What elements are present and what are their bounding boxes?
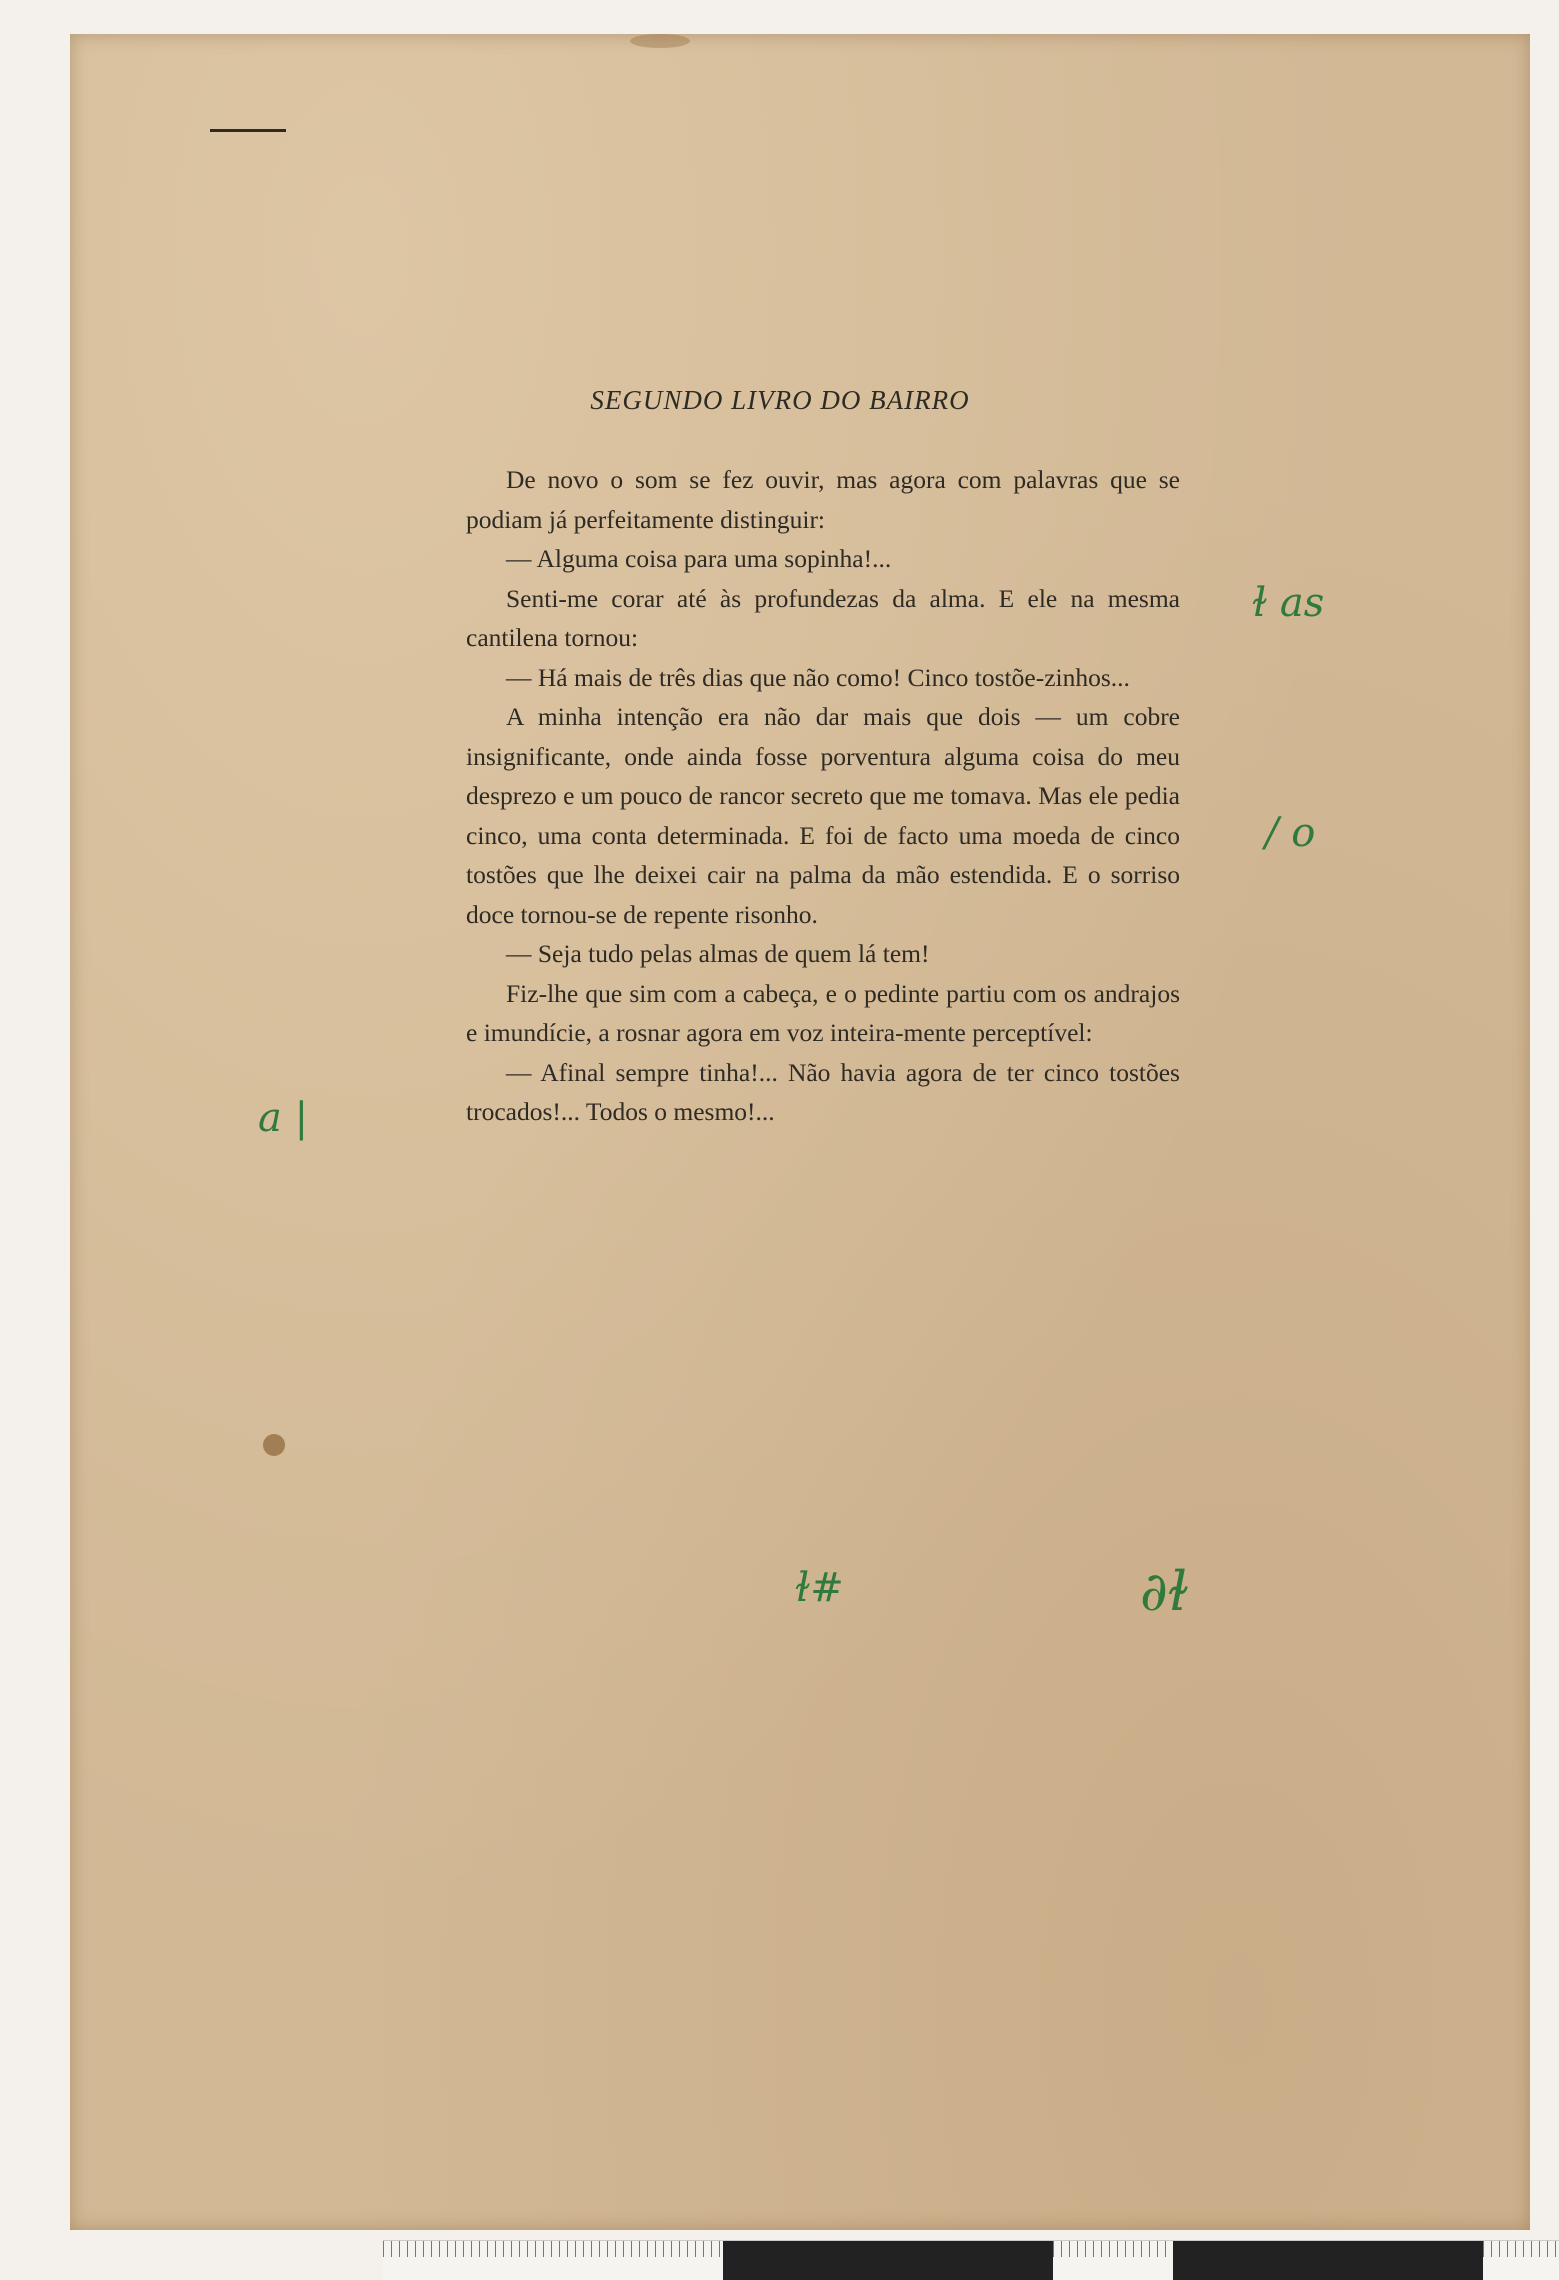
proof-mark-margin-right-1: ɫ as	[1252, 580, 1325, 626]
ruler-ticks	[383, 2241, 723, 2257]
stain-spot	[630, 34, 690, 48]
ruler-black-block	[1173, 2241, 1483, 2280]
document-title: SEGUNDO LIVRO DO BAIRRO	[590, 385, 970, 415]
corner-dash-mark	[210, 129, 286, 132]
paragraph: — Afinal sempre tinha!... Não havia agora de ter cinco tostões trocados!... Todos o mesmo!...	[466, 1057, 1180, 1126]
ruler-ticks	[1053, 2241, 1173, 2257]
paragraph: — Alguma coisa para uma sopinha!...	[506, 544, 892, 573]
paragraph: Fiz-lhe que sim com a cabeça, e o pedinte partiu com os andrajos e imundície, a rosnar agora em voz inteira-mente perceptível:	[466, 978, 1180, 1047]
proof-mark-bottom-center: ɫ#	[795, 1565, 844, 1611]
ruler-ticks	[1483, 2241, 1559, 2257]
paragraph: A minha intenção era não dar mais que dois — um cobre insignificante, onde ainda fosse porventura alguma coisa do meu desprezo e um pouco de rancor secreto que me tomava. Mas ele pedia cinco, uma conta determinada. E foi de facto uma moeda de cinco tostões que lhe deixei cair na palma da mão estendida. E o sorriso doce tornou-se de repente risonho.	[466, 702, 1180, 929]
proof-mark-bottom-right: ∂ɫ	[1140, 1560, 1189, 1623]
proof-mark-margin-right-2: / o	[1265, 810, 1316, 856]
paragraph: — Há mais de três dias que não como! Cinco tostõe-zinhos...	[506, 662, 1130, 692]
stain-spot	[263, 1434, 285, 1456]
proof-mark-margin-left: a |	[258, 1095, 309, 1141]
paragraph: De novo o som se fez ouvir, mas agora com palavras que se podiam já perfeitamente distinguir:	[466, 465, 1180, 534]
paragraph: — Seja tudo pelas almas de quem lá tem!	[506, 939, 930, 968]
ruler-black-block	[723, 2241, 1053, 2280]
scale-ruler	[383, 2240, 1559, 2280]
body-text	[466, 460, 1180, 1132]
paragraph: Senti-me corar até às profundezas da alma. E ele na mesma cantilena tornou:	[466, 583, 1180, 652]
